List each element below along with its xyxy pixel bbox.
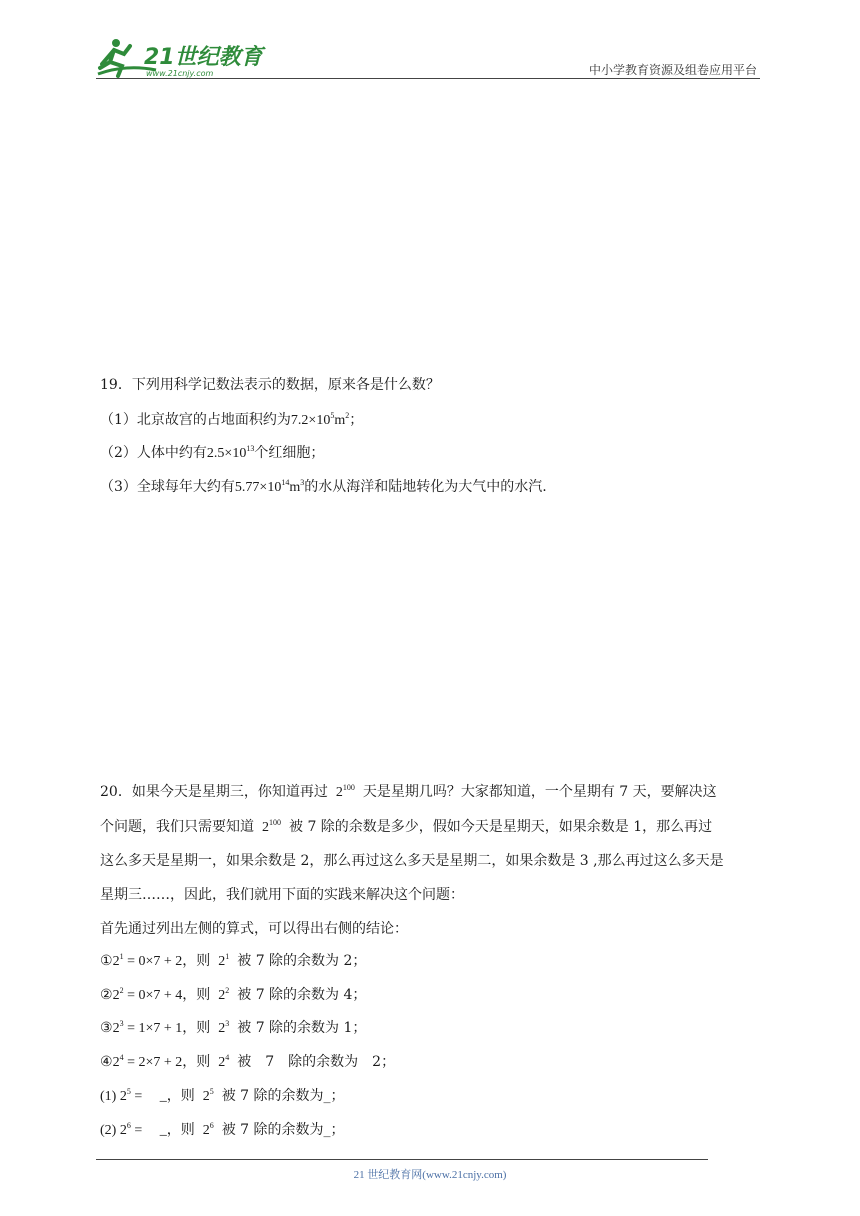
q19-title: 19．下列用科学记数法表示的数据，原来各是什么数？ — [100, 377, 440, 393]
q19-item-2: （2）人体中约有$2.5\times 10^{13}$个红细胞； — [100, 444, 325, 461]
q20-step-4: $④2^4 = 2\times 7 + 2$，则 $2^4$ 被 7 除的余数为 2； — [100, 1053, 396, 1070]
q20-step-2: $②2^2 = 0\times 7 + 4$，则 $2^2$ 被 7 除的余数为 4； — [100, 986, 367, 1003]
q20-line-4: 星期三……，因此，我们就用下面的实践来解决这个问题： — [100, 887, 464, 903]
svg-text:21世纪教育: 21世纪教育 — [144, 45, 263, 70]
q19-item-3: （3）全球每年大约有$5.77\times 10^{14}m^3$的水从海洋和陆地转化为大气中的水汽. — [100, 478, 547, 495]
q20-sub-2: (2) $2^6$ = _，则 $2^6$ 被 7 除的余数为_； — [100, 1121, 345, 1138]
q20-line-1: 20．如果今天是星期三，你知道再过 $2^{100}$ 天是星期几吗？大家都知道，一个星期有 7 天，要解决这 — [100, 783, 717, 800]
footer-link[interactable]: 21 世纪教育网(www.21cnjy.com) — [353, 1169, 507, 1181]
q20-line-5: 首先通过列出左侧的算式，可以得出右侧的结论： — [100, 921, 408, 937]
q20-line-3: 这么多天是星期一，如果余数是 2，那么再过这么多天是星期二，如果余数是 3 ,那么再过这么多天是 — [100, 853, 724, 869]
site-logo — [96, 34, 266, 80]
header-slogan: 中小学教育资源及组卷应用平台 — [588, 63, 757, 77]
header-divider — [96, 78, 760, 79]
q20-step-3: $③2^3 = 1\times 7 + 1$，则 $2^3$ 被 7 除的余数为 1； — [100, 1019, 367, 1036]
runner-logo-icon — [96, 34, 266, 80]
q20-step-1: $①2^1 = 0\times 7 + 2$，则 $2^1$ 被 7 除的余数为 2； — [100, 952, 367, 969]
q19-item-1: （1）北京故宫的占地面积约为$7.2\times 10^5m^2$； — [100, 411, 364, 428]
footer-divider — [96, 1159, 708, 1160]
svg-text:www.21cnjy.com: www.21cnjy.com — [146, 69, 214, 78]
q20-line-2: 个问题，我们只需要知道 $2^{100}$ 被 7 除的余数是多少，假如今天是星期天，如果余数是 1，那么再过 — [100, 818, 713, 835]
q20-sub-1: (1) $2^5$ = _，则 $2^5$ 被 7 除的余数为_； — [100, 1087, 345, 1104]
